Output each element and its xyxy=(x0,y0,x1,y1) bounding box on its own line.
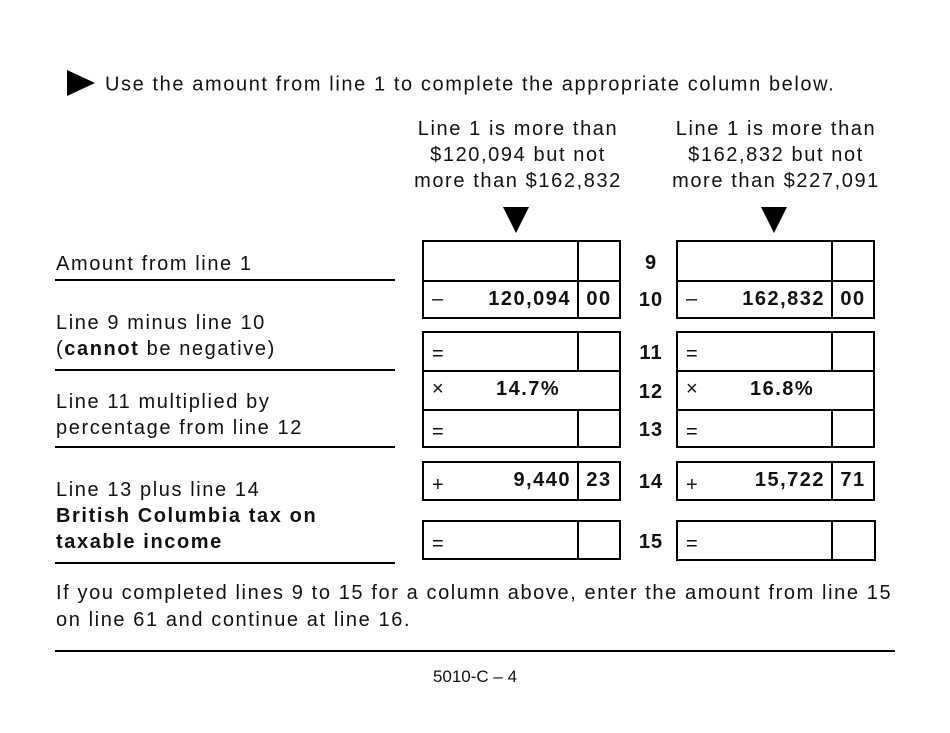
label-line-15-text-c: taxable income xyxy=(56,531,223,553)
line-number-10: 10 xyxy=(638,289,664,311)
amount: 9,440 xyxy=(513,469,571,491)
column-header-2-line1: Line 1 is more than xyxy=(675,118,877,140)
column-1-lines-9-10 xyxy=(422,240,621,319)
instruction xyxy=(67,72,835,98)
minus-sign: – xyxy=(432,288,444,310)
multiply-sign: × xyxy=(432,378,444,400)
plus-sign: + xyxy=(432,474,444,496)
label-line-11-note xyxy=(56,336,276,362)
line-13-dollars-field-2[interactable] xyxy=(678,411,831,446)
line-14-dollars-2 xyxy=(678,463,831,499)
line-number-9: 9 xyxy=(644,252,658,274)
rate: 14.7% xyxy=(496,378,561,400)
column-header-1 xyxy=(398,116,638,194)
column-2-line-14 xyxy=(676,461,875,501)
column-header-2 xyxy=(656,116,896,194)
label-line-15-text-b: British Columbia tax on xyxy=(56,505,318,527)
cents: 23 xyxy=(586,469,612,491)
line-12-rate-1 xyxy=(424,372,619,409)
label-line-13-text-a: Line 11 multiplied by xyxy=(56,391,271,413)
column-header-1-line3: more than $162,832 xyxy=(414,170,622,192)
line-number-11: 11 xyxy=(639,342,663,364)
paren: ( xyxy=(56,338,65,360)
divider xyxy=(55,446,395,448)
column-2-lines-9-10 xyxy=(676,240,875,319)
line-12-rate-2 xyxy=(678,372,873,409)
line-number-15: 15 xyxy=(638,531,664,553)
equals-sign: = xyxy=(686,421,698,443)
line-9-dollars-field-2[interactable] xyxy=(678,242,831,280)
line-11-cents-field-2[interactable] xyxy=(833,333,873,370)
cents: 00 xyxy=(586,288,612,310)
equals-sign: = xyxy=(686,533,698,555)
line-10-dollars-1 xyxy=(424,282,577,319)
equals-sign: = xyxy=(432,421,444,443)
line-9-cents-field-1[interactable] xyxy=(579,242,619,280)
line-15-dollars-field-1[interactable] xyxy=(424,522,577,558)
label-line-9: Amount from line 1 xyxy=(56,253,253,275)
note-rest: be negative) xyxy=(139,338,276,360)
divider xyxy=(55,369,395,371)
line-14-dollars-1 xyxy=(424,463,577,499)
column-2-line-15 xyxy=(676,520,876,561)
column-1-lines-11-13 xyxy=(422,331,621,448)
line-10-cents-1 xyxy=(579,282,619,319)
line-number-14: 14 xyxy=(638,471,664,493)
label-line-15 xyxy=(56,477,317,555)
column-header-2-line2: $162,832 but not xyxy=(688,144,864,166)
instruction-text: Use the amount from line 1 to complete the appropriate column below. xyxy=(105,73,836,96)
plus-sign: + xyxy=(686,474,698,496)
line-15-cents-field-2[interactable] xyxy=(833,522,874,559)
column-header-1-line2: $120,094 but not xyxy=(430,144,606,166)
amount: 120,094 xyxy=(488,288,571,310)
amount: 162,832 xyxy=(742,288,825,310)
line-9-dollars-field-1[interactable] xyxy=(424,242,577,280)
line-13-cents-field-2[interactable] xyxy=(833,411,873,446)
line-11-dollars-field-2[interactable] xyxy=(678,333,831,370)
column-header-2-line3: more than $227,091 xyxy=(672,170,880,192)
equals-sign: = xyxy=(432,343,444,365)
cents: 00 xyxy=(840,288,866,310)
line-14-cents-1 xyxy=(579,463,619,499)
line-11-cents-field-1[interactable] xyxy=(579,333,619,370)
page-number: 5010-C – 4 xyxy=(432,667,518,686)
line-15-dollars-field-2[interactable] xyxy=(678,522,831,559)
label-line-13-text-b: percentage from line 12 xyxy=(56,417,303,439)
line-14-cents-2 xyxy=(833,463,873,499)
line-15-cents-field-1[interactable] xyxy=(579,522,619,558)
emphasis: cannot xyxy=(64,338,140,360)
equals-sign: = xyxy=(432,533,444,555)
equals-sign: = xyxy=(686,343,698,365)
amount: 15,722 xyxy=(754,469,825,491)
label-line-11 xyxy=(56,310,276,362)
line-10-cents-2 xyxy=(833,282,873,319)
column-1-line-15 xyxy=(422,520,621,560)
divider xyxy=(55,650,895,652)
arrow-down-icon xyxy=(503,207,529,233)
divider xyxy=(55,279,395,281)
line-13-dollars-field-1[interactable] xyxy=(424,411,577,446)
line-11-dollars-field-1[interactable] xyxy=(424,333,577,370)
rate: 16.8% xyxy=(750,378,815,400)
line-9-cents-field-2[interactable] xyxy=(833,242,873,280)
line-number-12: 12 xyxy=(638,381,664,403)
label-line-13 xyxy=(56,389,303,441)
column-1-line-14 xyxy=(422,461,621,501)
divider xyxy=(55,562,395,564)
minus-sign: – xyxy=(686,288,698,310)
label-line-11-text: Line 9 minus line 10 xyxy=(56,312,266,334)
multiply-sign: × xyxy=(686,378,698,400)
column-header-1-line1: Line 1 is more than xyxy=(417,118,619,140)
line-number-13: 13 xyxy=(638,419,664,441)
column-2-lines-11-13 xyxy=(676,331,875,448)
line-10-dollars-2 xyxy=(678,282,831,319)
cents: 71 xyxy=(840,469,866,491)
line-13-cents-field-1[interactable] xyxy=(579,411,619,446)
label-line-15-text-a: Line 13 plus line 14 xyxy=(56,479,261,501)
arrow-right-icon xyxy=(67,70,95,96)
arrow-down-icon xyxy=(761,207,787,233)
footer-instruction: If you completed lines 9 to 15 for a column above, enter the amount from line 15 on line 61 and continue at line 16. xyxy=(56,582,893,631)
